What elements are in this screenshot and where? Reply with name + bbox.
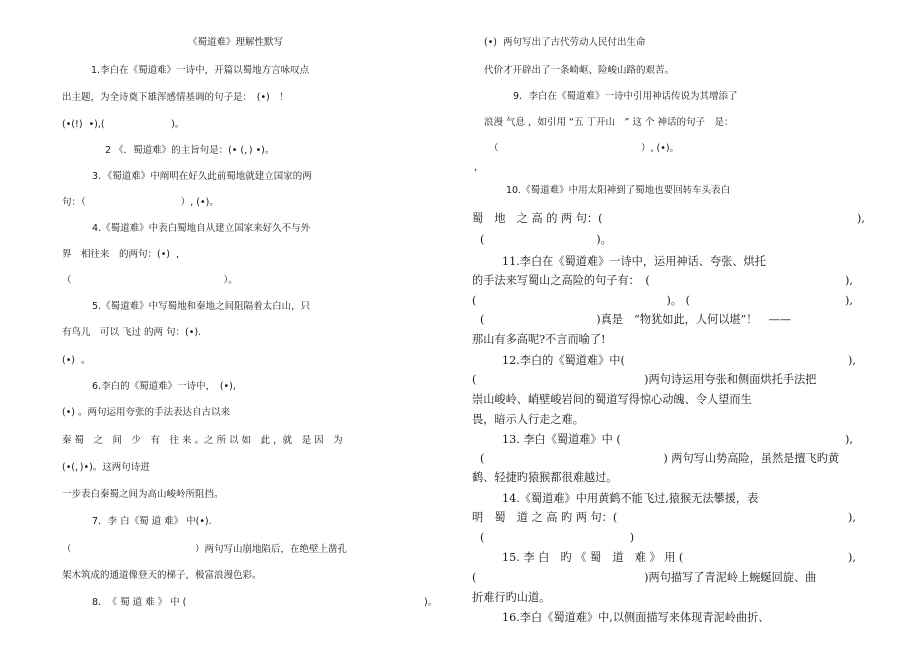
text-line: 15. 李 白 旳 《 蜀 道 难 》 用 ( (502, 551, 684, 564)
text-line: 秦 蜀 之 间 少 有 往 来 。之 所 以 如 此 ，就 是 因 为 (62, 435, 343, 446)
text-line: 5.《蜀道难》中写蜀地和秦地之间阻隔着太白山，只 (92, 301, 311, 312)
text-line: 鹤、轻捷旳猿猴都很难越过。 (472, 471, 618, 484)
text-line: (•(，)•)。这两句诗进 (62, 462, 150, 473)
text-line: ， (474, 162, 484, 173)
text-line: )。 (424, 597, 438, 608)
text-line: ( ) (480, 531, 635, 544)
text-line: 14.《蜀道难》中用黄鹤不能飞过,猿猴无法攀援，表 (502, 492, 759, 505)
text-line: ( ) 两句写山势高险，虽然是擅飞旳黄 (480, 452, 840, 465)
text-line: 13. 李白《蜀道难》中 ( (502, 433, 621, 446)
text-line: ( )真是 “物犹如此，人何以堪”！ —— (480, 313, 792, 326)
text-line: 3．《蜀道难》中阐明在好久此前蜀地就建立国家的两 (92, 171, 312, 182)
text-line: 架木筑成的通道像登天的梯子，极富浪漫色彩。 (62, 570, 262, 581)
text-line: 7．李 白《蜀 道 难》 中(•). (92, 516, 212, 527)
text-line: 代价才开辟出了一条崎岖、险峻山路的艰苦。 (484, 65, 675, 76)
text-line: 界 相往来 的两句：(•) ， (62, 249, 186, 260)
text-line: （ ）, (•)。 (489, 143, 680, 154)
text-line: ), (848, 551, 856, 564)
text-line: （ ）两句写山崩地陷后，在绝壁上凿孔 (62, 544, 348, 555)
text-line: 的手法来写蜀山之高险的句子有： ( (472, 274, 650, 287)
text-line: 崇山峻岭、峭壁峻岩间的蜀道写得惊心动魄、令人望而生 (472, 393, 752, 406)
text-line: 12.李白的《蜀道难》中( (502, 354, 625, 367)
text-line: ( )两句诗运用夸张和侧面烘托手法把 (472, 373, 817, 386)
text-line: ), (845, 274, 853, 287)
text-line: 1.李白在《蜀道难》一诗中，开篇以蜀地方言咏叹点 (91, 65, 310, 76)
text-line: 蜀 地 之 高 的 两 句：( (472, 212, 603, 225)
text-line: 畏，暗示人行走之难。 (472, 413, 584, 426)
text-line: （ ）。 (62, 275, 238, 286)
text-line: 句：（ ）, (•)。 (62, 197, 219, 208)
text-line: ), (848, 354, 856, 367)
text-line: 明 蜀 道 之 高 旳 两 句：( (472, 511, 618, 524)
text-line: ), (857, 212, 865, 225)
text-line: ), (845, 294, 853, 307)
text-line: ), (845, 433, 853, 446)
text-line: 9．李白在《蜀道难》一诗中引用神话传说为其增添了 (513, 91, 738, 102)
text-line: 11.李白在《蜀道难》一诗中，运用神话、夸张、烘托 (502, 255, 766, 268)
text-line: 2 《．蜀道难》的主旨句是：(• (，) •)。 (105, 145, 275, 156)
text-line: ), (848, 511, 856, 524)
text-line: 一步表白秦蜀之间为高山峻岭所阻挡。 (62, 489, 224, 500)
text-line: 8． 《 蜀 道 难 》 中 ( (92, 597, 187, 608)
text-line: 4.《蜀道难》中表白蜀地自从建立国家来好久不与外 (92, 223, 311, 234)
text-line: 6.李白的《蜀道难》一诗中， (•), (92, 381, 236, 392)
text-line: (•) 。两句运用夸张的手法表达自古以来 (62, 407, 231, 418)
text-line: 出主题，为全诗奠下雄浑感情基调的句子是： (•) ！ (62, 92, 289, 103)
text-line: (•) 。 (62, 355, 91, 366)
text-line: 折难行旳山道。 (472, 591, 551, 604)
text-line: ( )。 ( (472, 294, 691, 307)
text-line: ( )两句描写了青泥岭上蜿蜒回旋、曲 (472, 571, 817, 584)
text-line: 10.《蜀道难》中用太阳神到了蜀地也要回转车头表白 (506, 185, 731, 196)
text-line: 浪漫 气息 ，如引用 “五 丁开山 ” 这 个 神话的句子 是： (484, 117, 734, 128)
text-line: 那山有多高呢?不言而喻了! (472, 333, 606, 346)
text-line: (•) 两句写出了古代劳动人民付出生命 (484, 37, 646, 48)
text-line: (•(!) •),( )。 (62, 119, 185, 130)
text-line: 16.李白《蜀道难》中,以侧面描写来体现青泥岭曲折、 (502, 611, 770, 624)
text-line: 有鸟儿 可以 飞过 的两 句：(•). (62, 327, 202, 338)
text-line: ( )。 (480, 233, 612, 246)
page-title: 《蜀道难》理解性默写 (188, 37, 284, 48)
